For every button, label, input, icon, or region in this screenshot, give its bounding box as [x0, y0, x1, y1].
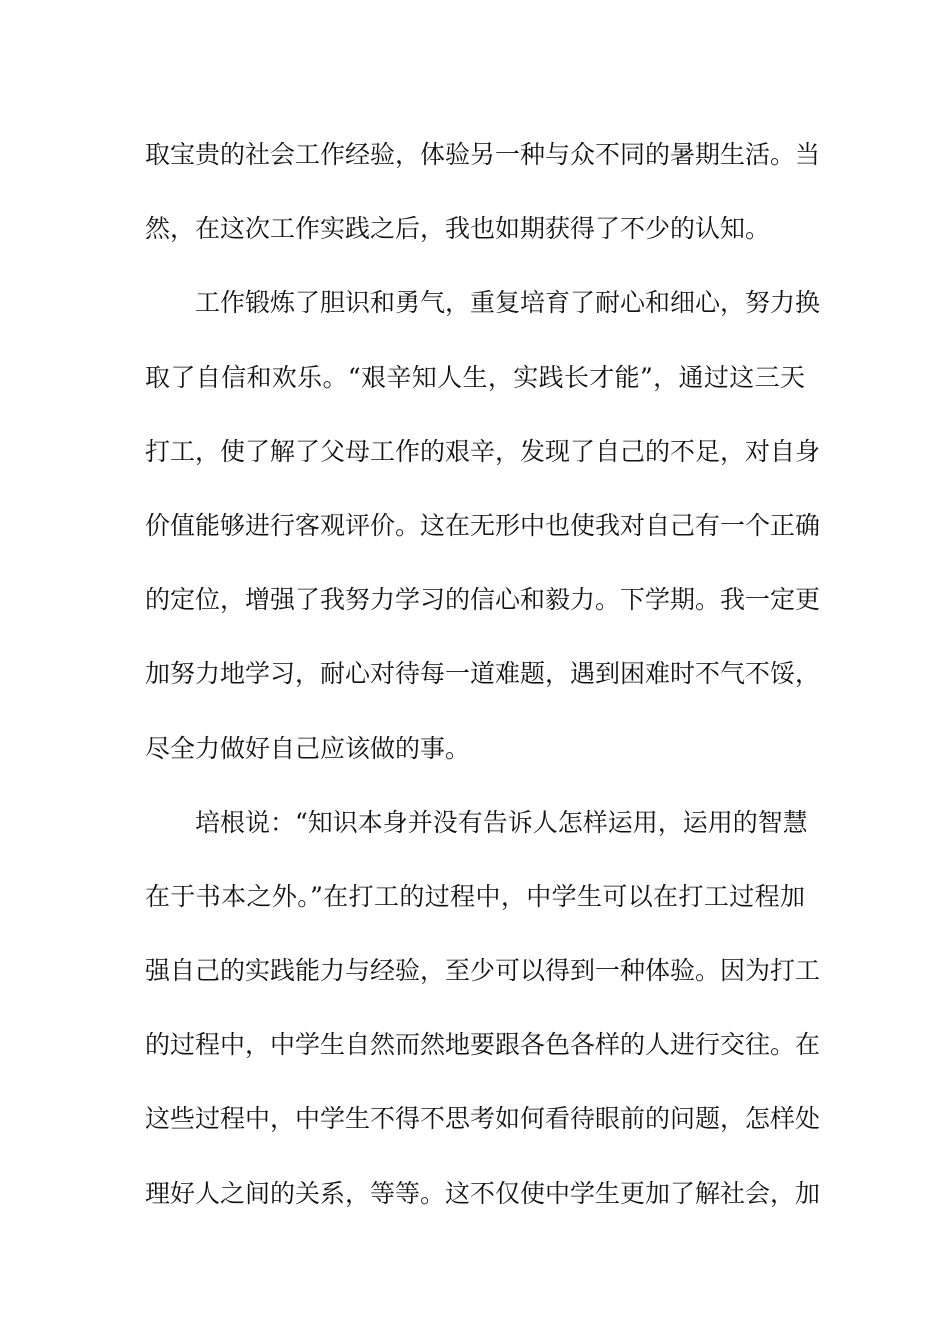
- text-line: 工作锻炼了胆识和勇气，重复培育了耐心和细心，努力换: [195, 288, 821, 318]
- text-line: 培根说：“知识本身并没有告诉人怎样运用，运用的智慧: [195, 807, 808, 837]
- text-line: 加努力地学习，耐心对待每一道难题，遇到困难时不气不馁，: [145, 659, 821, 689]
- text-line: 取了自信和欢乐。“艰辛知人生，实践长才能”，通过这三天: [145, 362, 805, 392]
- text-line: 的过程中，中学生自然而然地要跟各色各样的人进行交往。在: [145, 1030, 821, 1060]
- body-text: [145, 130, 821, 1243]
- text-line: 取宝贵的社会工作经验，体验另一种与众不同的暑期生活。当: [145, 140, 821, 169]
- text-line: 强自己的实践能力与经验，至少可以得到一种体验。因为打工: [145, 956, 821, 986]
- text-line: 在于书本之外。”在打工的过程中，中学生可以在打工过程加: [145, 881, 805, 911]
- text-line: 打工，使了解了父母工作的艰辛，发现了自己的不足，对自身: [145, 436, 821, 466]
- text-line: 然，在这次工作实践之后，我也如期获得了不少的认知。: [145, 214, 771, 244]
- text-line: 价值能够进行客观评价。这在无形中也使我对自己有一个正确: [145, 510, 821, 540]
- text-line: 的定位，增强了我努力学习的信心和毅力。下学期。我一定更: [145, 585, 821, 615]
- text-line: 这些过程中，中学生不得不思考如何看待眼前的问题，怎样处: [145, 1104, 821, 1134]
- text-line: 尽全力做好自己应该做的事。: [145, 733, 471, 763]
- text-line: 理好人之间的关系，等等。这不仅使中学生更加了解社会，加: [145, 1178, 821, 1208]
